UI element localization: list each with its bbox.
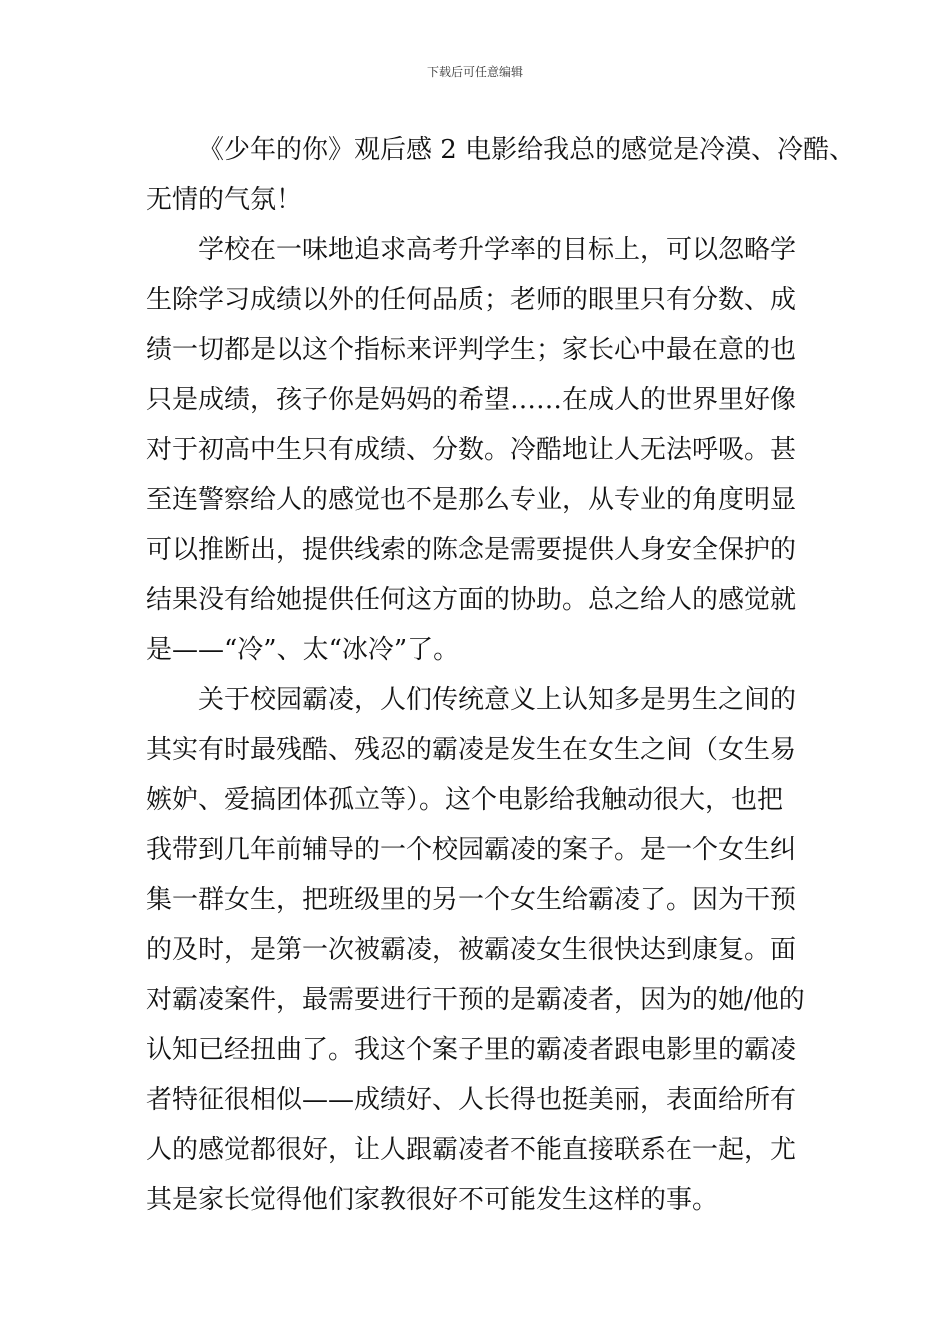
paragraph-3 [146,675,806,1225]
text-line: 结果没有给她提供任何这方面的协助。总之给人的感觉就 [146,585,797,615]
paragraph-2 [146,225,806,675]
text-line: 绩一切都是以这个指标来评判学生；家长心中最在意的也 [146,335,797,365]
text-line: 只是成绩，孩子你是妈妈的希望……在成人的世界里好像 [146,385,797,415]
text-line: 嫉妒、爱搞团体孤立等）。这个电影给我触动很大，也把 [146,785,784,815]
text-line: 者特征很相似——成绩好、人长得也挺美丽，表面给所有 [146,1085,797,1115]
page-header: 下载后可任意编辑 [426,65,523,79]
text-line: 学校在一味地追求高考升学率的目标上，可以忽略学 [198,235,797,265]
text-line: 其是家长觉得他们家教很好不可能发生这样的事。 [146,1185,719,1215]
document-body [146,125,856,1225]
text-line: 《少年的你》观后感 2 电影给我总的感觉是冷漠、冷酷、 [198,135,856,165]
text-line: 生除学习成绩以外的任何品质；老师的眼里只有分数、成 [146,285,797,315]
text-line: 是——“冷”、太“冰冷”了。 [146,635,460,665]
text-line: 认知已经扭曲了。我这个案子里的霸凌者跟电影里的霸凌 [146,1035,797,1065]
text-line: 我带到几年前辅导的一个校园霸凌的案子。是一个女生纠 [146,835,797,865]
text-line: 关于校园霸凌，人们传统意义上认知多是男生之间的 [198,685,797,715]
text-line: 对霸凌案件，最需要进行干预的是霸凌者，因为的她/他的 [146,985,805,1015]
text-line: 其实有时最残酷、残忍的霸凌是发生在女生之间（女生易 [146,735,797,765]
text-line: 可以推断出，提供线索的陈念是需要提供人身安全保护的 [146,535,797,565]
text-line: 对于初高中生只有成绩、分数。冷酷地让人无法呼吸。甚 [146,435,797,465]
text-line: 人的感觉都很好，让人跟霸凌者不能直接联系在一起，尤 [146,1135,797,1165]
text-line: 的及时，是第一次被霸凌，被霸凌女生很快达到康复。面 [146,935,797,965]
paragraph-1 [146,125,856,225]
text-line: 至连警察给人的感觉也不是那么专业，从专业的角度明显 [146,485,797,515]
text-line: 集一群女生，把班级里的另一个女生给霸凌了。因为干预 [146,885,797,915]
text-line: 无情的气氛！ [146,185,303,215]
